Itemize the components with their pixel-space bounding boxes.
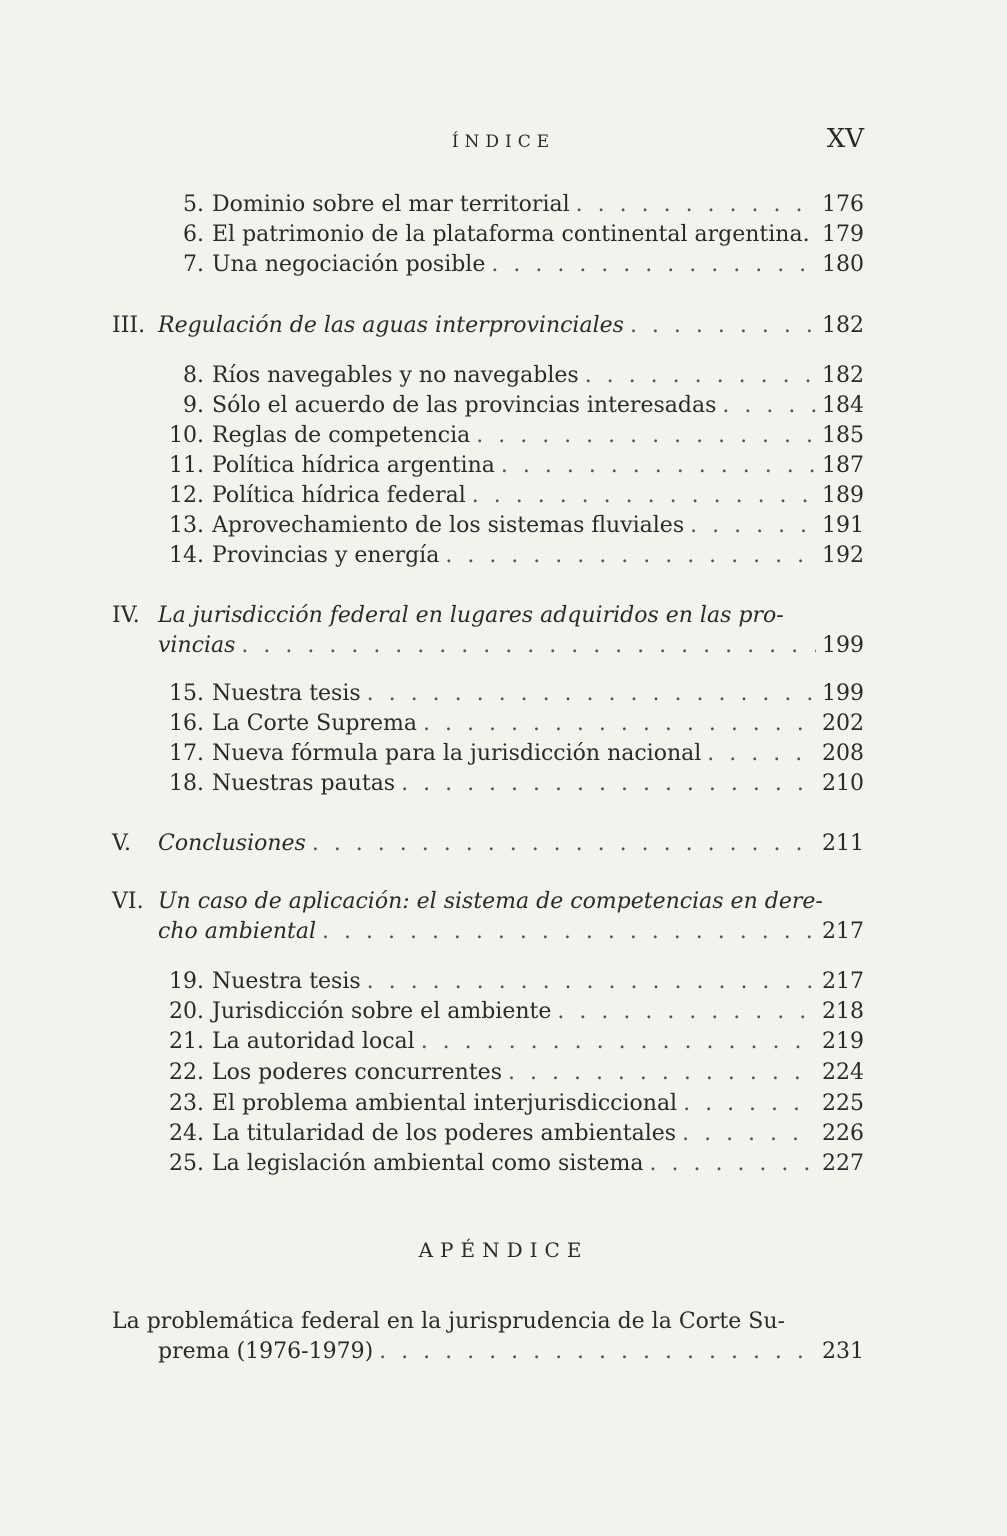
apendice-title-line1: La problemática federal en la jurisprudencia de la Corte Su- xyxy=(112,1309,785,1334)
entry-number: 5. xyxy=(183,192,204,217)
toc-entry xyxy=(112,250,864,280)
toc-entry xyxy=(112,541,864,571)
entry-page: 191 xyxy=(822,513,864,538)
section-page: 199 xyxy=(822,633,864,658)
leader-dots xyxy=(707,739,816,769)
leader-dots xyxy=(312,829,816,859)
entry-page: 210 xyxy=(822,771,864,796)
entry-title: Reglas de competencia xyxy=(212,423,471,448)
entry-title: La titularidad de los poderes ambientales xyxy=(212,1121,677,1146)
leader-dots xyxy=(367,967,816,997)
apendice-heading: APÉNDICE xyxy=(418,1238,589,1262)
entry-page: 199 xyxy=(822,681,864,706)
toc-entry xyxy=(112,451,864,481)
toc-entry xyxy=(112,679,864,709)
section-page: 211 xyxy=(822,831,864,856)
entry-page: 208 xyxy=(822,741,864,766)
toc-section xyxy=(112,311,864,341)
section-page: 182 xyxy=(822,313,864,338)
leader-dots xyxy=(445,541,816,571)
entry-number: 12. xyxy=(169,483,204,508)
entry-page: 187 xyxy=(822,453,864,478)
toc-entry xyxy=(112,769,864,799)
leader-dots xyxy=(423,709,816,739)
leader-dots xyxy=(501,451,816,481)
entry-title: La autoridad local xyxy=(212,1029,415,1054)
toc-entry xyxy=(112,361,864,391)
section-roman: V. xyxy=(112,831,132,856)
page-number-roman: XV xyxy=(826,124,864,154)
leader-dots xyxy=(557,997,816,1027)
leader-dots xyxy=(508,1058,816,1088)
section-title: Conclusiones xyxy=(158,831,306,856)
toc-entry xyxy=(112,967,864,997)
leader-dots xyxy=(241,631,816,661)
entry-number: 21. xyxy=(169,1029,204,1054)
leader-dots xyxy=(472,481,816,511)
entry-page: 226 xyxy=(822,1121,864,1146)
entry-number: 15. xyxy=(169,681,204,706)
entry-page: 202 xyxy=(822,711,864,736)
toc-section-cont xyxy=(112,631,864,661)
section-roman: VI. xyxy=(112,889,144,914)
entry-number: 20. xyxy=(169,999,204,1024)
toc-entry xyxy=(112,1119,864,1149)
toc-entry xyxy=(112,1089,864,1119)
section-title-line2: vincias xyxy=(158,633,236,658)
entry-title: Los poderes concurrentes xyxy=(212,1060,502,1085)
leader-dots xyxy=(682,1119,816,1149)
leader-dots xyxy=(690,511,816,541)
apendice-entry xyxy=(112,1307,864,1337)
entry-number: 14. xyxy=(169,543,204,568)
leader-dots xyxy=(683,1089,816,1119)
leader-dots xyxy=(367,679,816,709)
entry-page: 189 xyxy=(822,483,864,508)
entry-number: 17. xyxy=(169,741,204,766)
toc-entry xyxy=(112,391,864,421)
entry-title: Nuestras pautas xyxy=(212,771,396,796)
entry-number: 22. xyxy=(169,1060,204,1085)
entry-page: 180 xyxy=(822,252,864,277)
entry-number: 8. xyxy=(183,363,204,388)
entry-number: 9. xyxy=(183,393,204,418)
entry-page: 217 xyxy=(822,969,864,994)
toc-entry xyxy=(112,511,864,541)
entry-title: Sólo el acuerdo de las provincias interesadas xyxy=(212,393,717,418)
leader-dots xyxy=(476,421,816,451)
entry-title: Jurisdicción sobre el ambiente xyxy=(212,999,552,1024)
leader-dots xyxy=(650,1149,817,1179)
section-roman: IV. xyxy=(112,603,140,628)
entry-page: 184 xyxy=(822,393,864,418)
entry-title: Aprovechamiento de los sistemas fluviales xyxy=(212,513,685,538)
entry-title: Nuestra tesis xyxy=(212,681,361,706)
leader-dots xyxy=(722,391,816,421)
leader-dots xyxy=(322,917,816,947)
entry-title: Provincias y energía xyxy=(212,543,440,568)
entry-number: 7. xyxy=(183,252,204,277)
toc-entry xyxy=(112,709,864,739)
entry-page: 227 xyxy=(822,1151,864,1176)
leader-dots xyxy=(379,1337,816,1367)
section-title-line2: cho ambiental xyxy=(158,919,317,944)
leader-dots xyxy=(401,769,816,799)
entry-page: 192 xyxy=(822,543,864,568)
entry-title: Política hídrica federal xyxy=(212,483,466,508)
entry-number: 18. xyxy=(169,771,204,796)
running-header-title: ÍNDICE xyxy=(451,132,556,152)
entry-title: El patrimonio de la plataforma continental argentina. xyxy=(212,222,810,247)
entry-number: 11. xyxy=(169,453,204,478)
entry-title: Dominio sobre el mar territorial xyxy=(212,192,570,217)
entry-number: 23. xyxy=(169,1091,204,1116)
toc-entry xyxy=(112,421,864,451)
leader-dots xyxy=(576,190,816,220)
section-title-line1: La jurisdicción federal en lugares adquiridos en las pro- xyxy=(158,603,784,628)
entry-page: 219 xyxy=(822,1029,864,1054)
leader-dots xyxy=(585,361,816,391)
toc-entry xyxy=(112,1058,864,1088)
entry-title: Nueva fórmula para la jurisdicción nacional xyxy=(212,741,702,766)
toc-entry xyxy=(112,481,864,511)
toc-entry xyxy=(112,1027,864,1057)
entry-number: 13. xyxy=(169,513,204,538)
toc-entry xyxy=(112,1149,864,1179)
section-title: Regulación de las aguas interprovinciales xyxy=(158,313,624,338)
entry-number: 6. xyxy=(183,222,204,247)
toc-entry xyxy=(112,997,864,1027)
apendice-title-line2: prema (1976-1979) xyxy=(158,1339,374,1364)
entry-page: 176 xyxy=(822,192,864,217)
entry-page: 182 xyxy=(822,363,864,388)
entry-title: La Corte Suprema xyxy=(212,711,418,736)
entry-page: 179 xyxy=(822,222,864,247)
leader-dots xyxy=(421,1027,816,1057)
entry-page: 218 xyxy=(822,999,864,1024)
entry-title: Ríos navegables y no navegables xyxy=(212,363,579,388)
section-title-line1: Un caso de aplicación: el sistema de competencias en dere- xyxy=(158,889,823,914)
toc-section xyxy=(112,829,864,859)
entry-page: 224 xyxy=(822,1060,864,1085)
toc-section-cont xyxy=(112,917,864,947)
leader-dots xyxy=(630,311,816,341)
entry-title: Nuestra tesis xyxy=(212,969,361,994)
entry-page: 225 xyxy=(822,1091,864,1116)
entry-page: 185 xyxy=(822,423,864,448)
toc-section xyxy=(112,887,864,917)
apendice-entry-cont xyxy=(158,1337,864,1367)
toc-section xyxy=(112,601,864,631)
entry-number: 16. xyxy=(169,711,204,736)
section-page: 217 xyxy=(822,919,864,944)
entry-number: 25. xyxy=(169,1151,204,1176)
toc-entry xyxy=(112,190,864,220)
toc-entry xyxy=(112,739,864,769)
entry-number: 10. xyxy=(169,423,204,448)
entry-number: 24. xyxy=(169,1121,204,1146)
entry-number: 19. xyxy=(169,969,204,994)
apendice-page: 231 xyxy=(822,1339,864,1364)
entry-title: El problema ambiental interjurisdiccional xyxy=(212,1091,678,1116)
section-roman: III. xyxy=(112,313,146,338)
entry-title: Política hídrica argentina xyxy=(212,453,495,478)
leader-dots xyxy=(491,250,816,280)
entry-title: Una negociación posible xyxy=(212,252,486,277)
entry-title: La legislación ambiental como sistema xyxy=(212,1151,644,1176)
toc-entry xyxy=(112,220,864,250)
